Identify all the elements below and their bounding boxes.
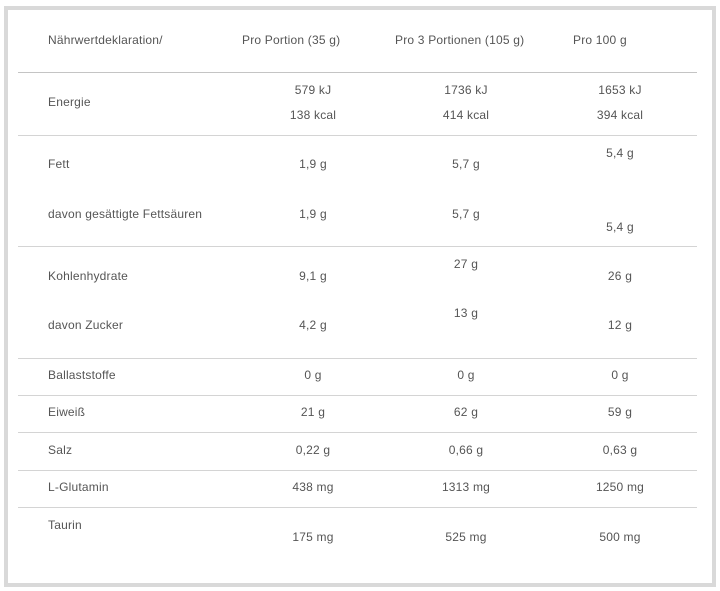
row-gesaettigte-label: davon gesättigte Fettsäuren	[48, 207, 203, 221]
row-salz-label: Salz	[48, 443, 73, 457]
header-per-100g: Pro 100 g	[573, 33, 627, 47]
row-energie-portion-kcal: 138 kcal	[289, 108, 337, 122]
row-fett-3portion: 5,7 g	[452, 157, 480, 171]
row-ballaststoffe-portion: 0 g	[304, 368, 322, 382]
row-zucker-100g: 12 g	[607, 318, 633, 332]
row-glutamin-portion: 438 mg	[292, 480, 334, 494]
row-divider	[18, 395, 697, 396]
row-salz-3portion: 0,66 g	[448, 443, 484, 457]
row-taurin-100g: 500 mg	[599, 530, 641, 544]
row-divider	[18, 507, 697, 508]
row-eiweiss-portion: 21 g	[300, 405, 326, 419]
row-gesaettigte-portion: 1,9 g	[299, 207, 327, 221]
row-glutamin-3portion: 1313 mg	[441, 480, 491, 494]
row-eiweiss-100g: 59 g	[607, 405, 633, 419]
row-gesaettigte-100g: 5,4 g	[606, 220, 634, 234]
row-fett-portion: 1,9 g	[299, 157, 327, 171]
row-energie-3portion-kcal: 414 kcal	[442, 108, 490, 122]
row-divider	[18, 432, 697, 433]
row-eiweiss-label: Eiweiß	[48, 405, 86, 419]
row-eiweiss-3portion: 62 g	[453, 405, 479, 419]
row-taurin-portion: 175 mg	[292, 530, 334, 544]
row-energie-portion-kj: 579 kJ	[294, 83, 332, 97]
row-salz-100g: 0,63 g	[602, 443, 638, 457]
row-zucker-label: davon Zucker	[48, 318, 124, 332]
row-gesaettigte-3portion: 5,7 g	[452, 207, 480, 221]
row-divider	[18, 246, 697, 247]
row-ballaststoffe-100g: 0 g	[611, 368, 629, 382]
row-kohlenhydrate-portion: 9,1 g	[299, 269, 327, 283]
row-energie-label: Energie	[48, 95, 91, 109]
row-ballaststoffe-3portion: 0 g	[457, 368, 475, 382]
row-taurin-label: Taurin	[48, 518, 82, 532]
row-divider	[18, 135, 697, 136]
row-fett-100g: 5,4 g	[606, 146, 634, 160]
header-label: Nährwertdeklaration/	[48, 33, 163, 47]
row-kohlenhydrate-label: Kohlenhydrate	[48, 269, 128, 283]
row-fett-label: Fett	[48, 157, 70, 171]
row-glutamin-label: L-Glutamin	[48, 480, 109, 494]
row-kohlenhydrate-3portion: 27 g	[453, 257, 479, 271]
row-glutamin-100g: 1250 mg	[595, 480, 645, 494]
row-ballaststoffe-label: Ballaststoffe	[48, 368, 116, 382]
row-energie-100g-kcal: 394 kcal	[596, 108, 644, 122]
row-energie-3portion-kj: 1736 kJ	[444, 83, 488, 97]
row-divider	[18, 358, 697, 359]
header-divider	[18, 72, 697, 73]
row-zucker-3portion: 13 g	[453, 306, 479, 320]
header-per-portion: Pro Portion (35 g)	[242, 33, 341, 47]
row-salz-portion: 0,22 g	[295, 443, 331, 457]
row-divider	[18, 470, 697, 471]
row-taurin-3portion: 525 mg	[445, 530, 487, 544]
header-per-3-portions: Pro 3 Portionen (105 g)	[395, 33, 525, 47]
row-energie-100g-kj: 1653 kJ	[598, 83, 642, 97]
row-kohlenhydrate-100g: 26 g	[607, 269, 633, 283]
row-zucker-portion: 4,2 g	[299, 318, 327, 332]
